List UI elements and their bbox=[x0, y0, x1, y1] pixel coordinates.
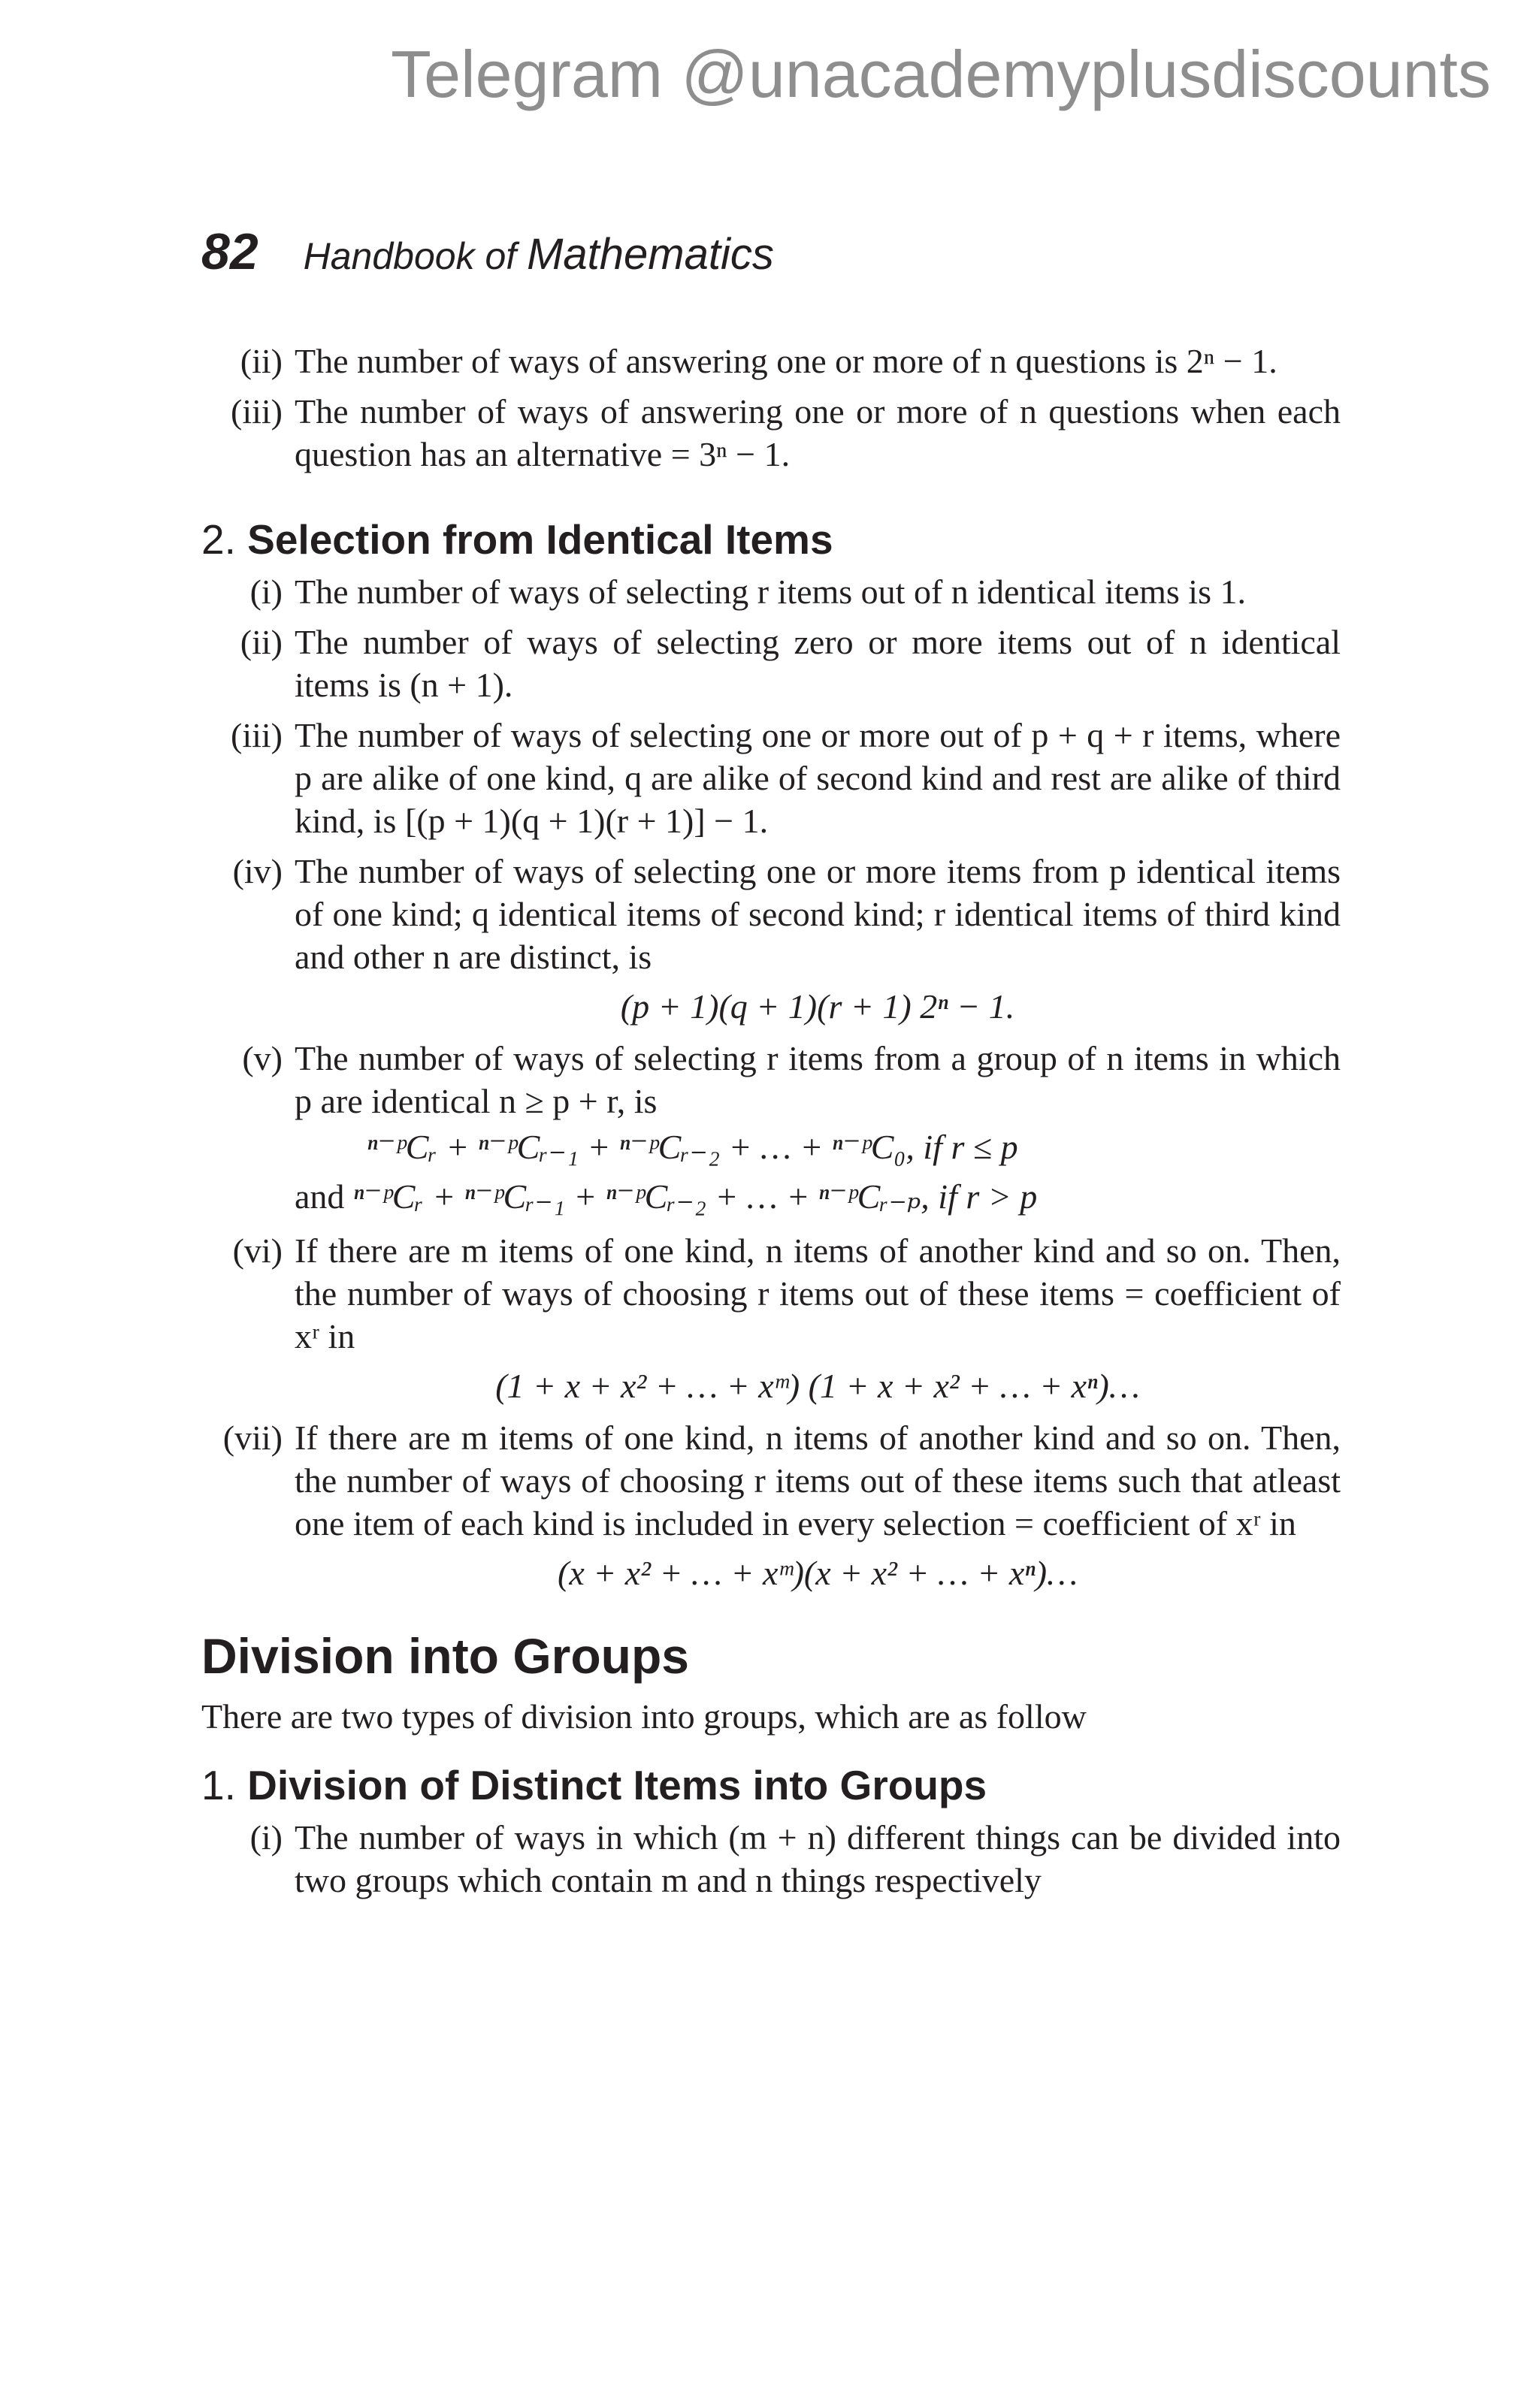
formula-if-r-le-p: ⁿ⁻ᵖCᵣ + ⁿ⁻ᵖCᵣ₋₁ + ⁿ⁻ᵖCᵣ₋₂ + … + ⁿ⁻ᵖC₀, if r ≤ p bbox=[367, 1128, 1018, 1166]
section-title: Selection from Identical Items bbox=[247, 516, 833, 563]
item-text: The number of ways of answering one or more of n questions is 2ⁿ − 1. bbox=[295, 342, 1277, 380]
item-text: The number of ways of selecting r items out of n identical items is 1. bbox=[295, 573, 1246, 611]
item-text: If there are m items of one kind, n items of another kind and so on. Then, the number of ways of choosing r items out of these items = coefficient of xʳ in bbox=[295, 1231, 1341, 1355]
running-head bbox=[201, 222, 774, 281]
item-number: (iii) bbox=[231, 392, 283, 431]
book-title bbox=[303, 230, 774, 279]
section-heading-division: Division into Groups bbox=[201, 1628, 690, 1684]
list-item bbox=[201, 1816, 1341, 1902]
item-number: (vi) bbox=[232, 1231, 283, 1270]
item-text: The number of ways of answering one or more of n questions when each question has an alternative = 3ⁿ − 1. bbox=[295, 392, 1341, 473]
section-heading-selection bbox=[201, 515, 1341, 564]
list-item bbox=[201, 1229, 1341, 1409]
item-number: (iii) bbox=[231, 716, 283, 754]
book-title-small: Handbook of bbox=[303, 235, 517, 277]
item-number: (iv) bbox=[232, 852, 283, 890]
item-text: The number of ways in which (m + n) different things can be divided into two groups which contain m and n things respectively bbox=[295, 1818, 1341, 1899]
formula: ⁿ⁻ᵖCᵣ + ⁿ⁻ᵖCᵣ₋₁ + ⁿ⁻ᵖCᵣ₋₂ + … + ⁿ⁻ᵖCᵣ₋ₚ, if r > p bbox=[352, 1177, 1038, 1216]
item-text: The number of ways of selecting r items from a group of n items in which p are identical n ≥ p + r, is bbox=[295, 1039, 1341, 1120]
formula-if-r-gt-p bbox=[295, 1172, 1341, 1222]
item-text: The number of ways of selecting one or more items from p identical items of one kind; q identical items of second kind; r identical items of third kind and other n are distinct, is bbox=[295, 852, 1341, 976]
section-number: 1. bbox=[201, 1762, 236, 1808]
list-item bbox=[201, 714, 1341, 842]
list-item bbox=[201, 1416, 1341, 1596]
item-number: (ii) bbox=[240, 623, 283, 661]
list-item bbox=[201, 1037, 1341, 1222]
item-text: The number of ways of selecting one or more out of p + q + r items, where p are alike of one kind, q are alike of second kind and rest are alike of third kind, is [(p + 1)(q + 1)(r + 1)] − 1. bbox=[295, 716, 1341, 840]
formula: (p + 1)(q + 1)(r + 1) 2ⁿ − 1. bbox=[620, 987, 1015, 1026]
subsection-heading-distinct bbox=[201, 1760, 1341, 1810]
intro-text: There are two types of division into groups, which are as follow bbox=[201, 1697, 1087, 1736]
item-number: (i) bbox=[249, 573, 283, 611]
watermark: Telegram @unacademyplusdiscounts bbox=[391, 37, 1491, 111]
formula: (1 + x + x² + … + xᵐ) (1 + x + x² + … + xⁿ)… bbox=[495, 1367, 1140, 1405]
item-number: (v) bbox=[242, 1039, 283, 1077]
list-item bbox=[201, 570, 1341, 613]
item-number: (ii) bbox=[240, 342, 283, 380]
formula: (x + x² + … + xᵐ)(x + x² + … + xⁿ)… bbox=[558, 1554, 1078, 1592]
item-text: The number of ways of selecting zero or more items out of n identical items is (n + 1). bbox=[295, 623, 1341, 704]
list-item bbox=[201, 340, 1341, 382]
list-item bbox=[201, 621, 1341, 706]
page-content bbox=[201, 340, 1341, 1909]
section-number: 2. bbox=[201, 516, 236, 563]
list-item bbox=[201, 390, 1341, 476]
item-number: (vii) bbox=[222, 1419, 283, 1457]
section-title: Division of Distinct Items into Groups bbox=[247, 1762, 987, 1808]
list-item bbox=[201, 850, 1341, 1029]
book-title-big: Mathematics bbox=[527, 230, 774, 279]
page-number: 82 bbox=[201, 223, 259, 280]
item-text: If there are m items of one kind, n items of another kind and so on. Then, the number of ways of choosing r items out of these items such that atleast one item of each kind is included in every selection = coefficient of xʳ in bbox=[295, 1419, 1341, 1542]
item-number: (i) bbox=[249, 1818, 283, 1857]
and-word: and bbox=[295, 1177, 345, 1216]
